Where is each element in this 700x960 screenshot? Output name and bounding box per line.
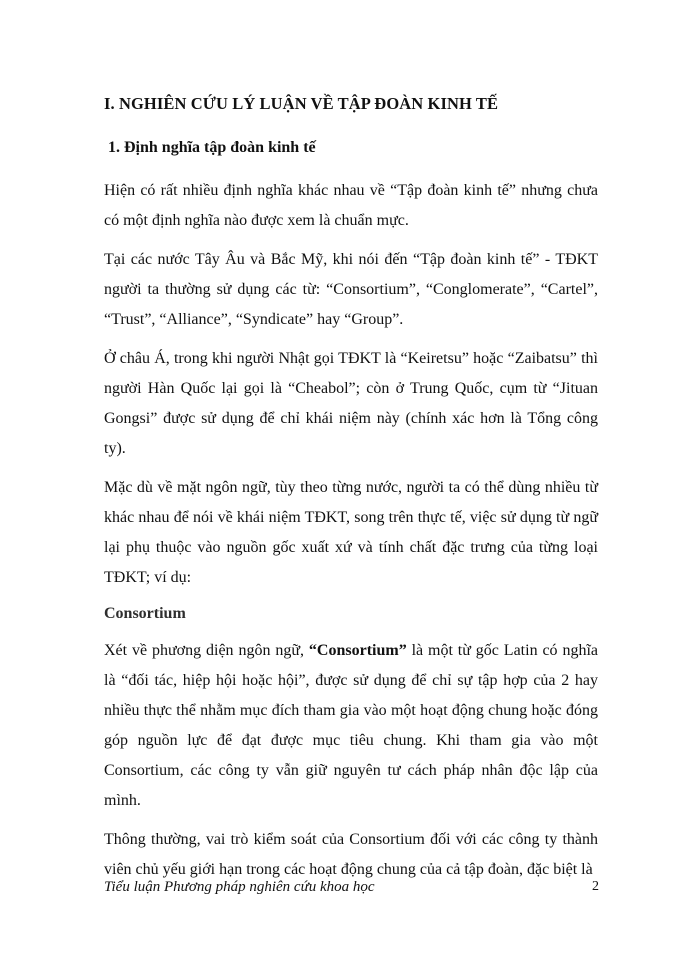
consortium-term: “Consortium” [308,642,407,659]
subsection-heading: 1. Định nghĩa tập đoàn kinh tế [108,139,316,156]
paragraph-3: Ở châu Á, trong khi người Nhật gọi TĐKT là “Keiretsu” hoặc “Zaibatsu” thì người Hàn Quốc lại gọi là “Cheabol”; còn ở Trung Quốc, cụm từ “Jituan Gongsi” được sử dụng để chỉ khái niệm này (chính xác hơn là Tổng công ty). [104,350,598,457]
paragraph-2: Tại các nước Tây Âu và Bắc Mỹ, khi nói đến “Tập đoàn kinh tế” - TĐKT người ta thường sử dụng các từ: “Consortium”, “Conglomerate”, “Cartel”, “Trust”, “Alliance”, “Syndicate” hay “Group”. [104,251,598,328]
paragraph-5 [104,636,598,816]
consortium-heading: Consortium [104,605,186,622]
footer-title: Tiểu luận Phương pháp nghiên cứu khoa học [104,879,375,895]
page-content [104,92,598,894]
page-number: 2 [592,879,599,894]
paragraph-5-intro: Xét về phương diện ngôn ngữ, [104,642,309,659]
paragraph-6: Thông thường, vai trò kiểm soát của Consortium đối với các công ty thành viên chủ yếu giới hạn trong các hoạt động chung của cả tập đoàn, đặc biệt là [104,831,598,878]
paragraph-5-body: là một từ gốc Latin có nghĩa là “đối tác, hiệp hội hoặc hội”, được sử dụng để chỉ sự tập hợp của 2 hay nhiều thực thể nhằm mục đích tham gia vào một hoạt động chung hoặc đóng góp nguồn lực để đạt được mục tiêu chung. Khi tham gia vào một Consortium, các công ty vẫn giữ nguyên tư cách pháp nhân độc lập của mình. [104,642,598,809]
paragraph-1: Hiện có rất nhiều định nghĩa khác nhau về “Tập đoàn kinh tế” nhưng chưa có một định nghĩa nào được xem là chuẩn mực. [104,182,598,229]
paragraph-4: Mặc dù về mặt ngôn ngữ, tùy theo từng nước, người ta có thể dùng nhiều từ khác nhau để nói về khái niệm TĐKT, song trên thực tế, việc sử dụng từ ngữ lại phụ thuộc vào nguồn gốc xuất xứ và tính chất đặc trưng của từng loại TĐKT; ví dụ: [104,479,598,586]
section-heading: I. NGHIÊN CỨU LÝ LUẬN VỀ TẬP ĐOÀN KINH TẾ [104,94,499,113]
